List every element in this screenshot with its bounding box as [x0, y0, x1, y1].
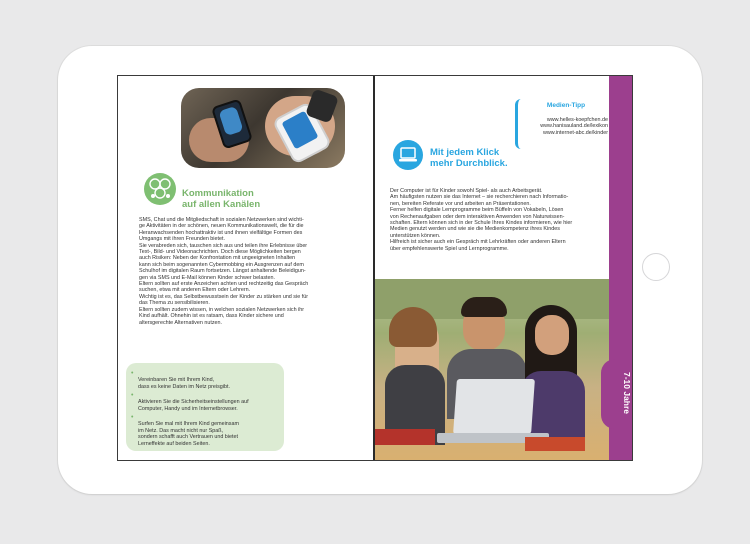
media-tip-box [515, 99, 617, 149]
communication-body-text: SMS, Chat und die Mitgliedschaft in sozialen Netzwerken sind wichti- ge Aktivitäten in der schönen, neuen Kommunikationswelt, die für die Heranwachsenden hochattraktiv ist und ihnen vielfältige Formen des Umgangs mit ihren Freunden bietet. Sie verabreden sich, tauschen sich aus und teilen ihre Erlebnisse über Text-, Bild- und Videonachrichten. Doch diese Möglichkeiten bergen auch Risiken: Neben der Konfrontation mit ungeeigneten Inhalten kann sich beim sogenannten Cybermobbing ein Ausgrenzen auf dem Schulhof im digitalen Raum fortsetzen. Längst anhaltende Beleidigun- gen via SMS und E-Mail können Kinder schwer belasten. Eltern sollten auf erste Anzeichen achten und rechtzeitig das Gespräch suchen, etwa mit anderen Eltern oder Lehrern. Wichtig ist es, das Selbstbewusstsein der Kinder zu stärken und sie für das Thema zu sensibilisieren. Eltern sollten zudem wissen, in welchen sozialen Netzwerken sich ihr Kind aufhält. Ohnehin ist es ratsam, dass Kinder sichere und altersgerechte Alternativen nutzen. [139, 217, 309, 326]
tip-item: • Surfen Sie mal mit Ihrem Kind gemeinsam im Netz. Das macht nicht nur Spaß, sondern schafft auch Vertrauen und bietet Lerneffekte auf beiden Seiten. [131, 414, 239, 447]
tips-box [126, 363, 284, 451]
media-tip-title: Medien-Tipp [546, 102, 586, 109]
children-computer-photo [375, 279, 609, 460]
age-tab-label: 7-10 Jahre [622, 371, 632, 415]
tip-item: • Aktivieren Sie die Sicherheitseinstellungen auf Computer, Handy und im Internetbrowser. [131, 392, 249, 412]
communication-heading: Kommunikation auf allen Kanälen [182, 188, 261, 210]
chat-bubbles-icon [144, 173, 176, 205]
home-button[interactable] [642, 253, 670, 281]
tablet-screen [117, 75, 633, 461]
smartphones-photo [181, 88, 345, 168]
left-page [118, 76, 374, 460]
tip-item: • Vereinbaren Sie mit Ihrem Kind, dass es keine Daten im Netz preisgibt. [131, 370, 230, 390]
computer-heading: Mit jedem Klick mehr Durchblick. [430, 147, 508, 169]
laptop [453, 379, 535, 434]
media-tip-links[interactable]: www.helles-koepfchen.de www.hanisauland.de/lexikon www.internet-abc.de/kinder [540, 117, 608, 136]
computer-body-text: Der Computer ist für Kinder sowohl Spiel- als auch Arbeitsgerät. Am häufigsten nutzen sie das Internet – sie recherchieren nach Informatio- nen, bereiten Referate vor und arbeiten an Präsentationen. Ferner helfen digitale Lernprogramme beim Büffeln von Vokabeln, Lösen von Rechenaufgaben oder dem interaktiven Anwenden von Naturwissen- schaften. Eltern können sich in der Schule Ihres Kindes informieren, wie hier Medien genutzt werden und wie sie die Medienkompetenz ihres Kindes unterstützen können. Hilfreich ist sicher auch ein Gespräch mit Lehrkräften oder anderen Eltern über empfehlenswerte Spiel und Lernprogramme. [390, 188, 573, 252]
laptop-icon [393, 140, 423, 170]
right-page [375, 76, 632, 460]
